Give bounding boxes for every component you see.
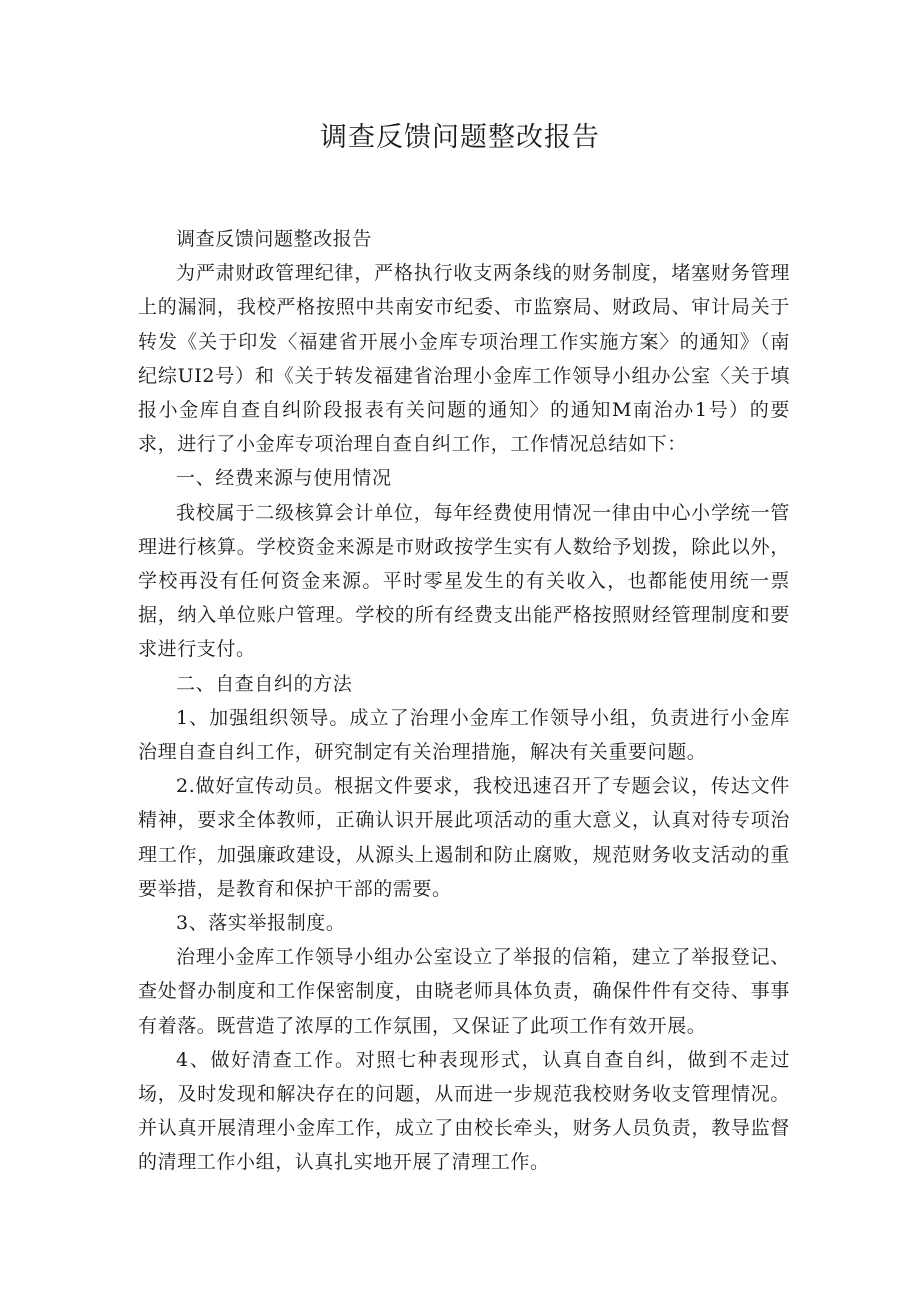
funding-paragraph: 我校属于二级核算会计单位，每年经费使用情况一律由中心小学统一管理进行核算。学校资金来源是市财政按学生实有人数给予划拨，除此以外，学校再没有任何资金来源。平时零星发生的有关收入，也都能使用统一票据，纳入单位账户管理。学校的所有经费支出能严格按照财经管理制度和要求进行支付。 [138,501,790,661]
method-item-2: 2.做好宣传动员。根据文件要求，我校迅速召开了专题会议，传达文件精神，要求全体教师，正确认识开展此项活动的重大意义，认真对待专项治理工作，加强廉政建设，从源头上遏制和防止腐败，规范财务收支活动的重要举措，是教育和保护干部的需要。 [138,775,790,900]
section-heading-funding: 一、经费来源与使用情况 [176,467,392,490]
document-body [138,222,790,1180]
method-item-3-heading: 3、落实举报制度。 [176,912,346,935]
document-title: 调查反馈问题整改报告 [320,122,600,153]
method-item-4: 4、做好清查工作。对照七种表现形式，认真自查自纠，做到不走过场，及时发现和解决存在的问题，从而进一步规范我校财务收支管理情况。并认真开展清理小金库工作，成立了由校长牵头，财务人员负责，教导监督的清理工作小组，认真扎实地开展了清理工作。 [138,1048,790,1174]
intro-paragraph: 为严肃财政管理纪律，严格执行收支两条线的财务制度，堵塞财务管理上的漏洞，我校严格按照中共南安市纪委、市监察局、财政局、审计局关于转发《关于印发〈福建省开展小金库专项治理工作实施方案〉的通知》（南纪综UI2号）和《关于转发福建省治理小金库工作领导小组办公室〈关于填报小金库自查自纠阶段报表有关问题的通知〉的通知M南治办1号）的要求，进行了小金库专项治理自查自纠工作，工作情况总结如下： [138,262,790,456]
method-item-1: 1、加强组织领导。成立了治理小金库工作领导小组，负责进行小金库治理自查自纠工作，研究制定有关治理措施，解决有关重要问题。 [138,706,790,764]
method-item-3-paragraph: 治理小金库工作领导小组办公室设立了举报的信箱，建立了举报登记、查处督办制度和工作保密制度，由晓老师具体负责，确保件件有交待、事事有着落。既营造了浓厚的工作氛围，又保证了此项工作有效开展。 [138,946,790,1037]
report-subtitle: 调查反馈问题整改报告 [176,228,373,250]
section-heading-methods: 二、自查自纠的方法 [176,672,353,695]
